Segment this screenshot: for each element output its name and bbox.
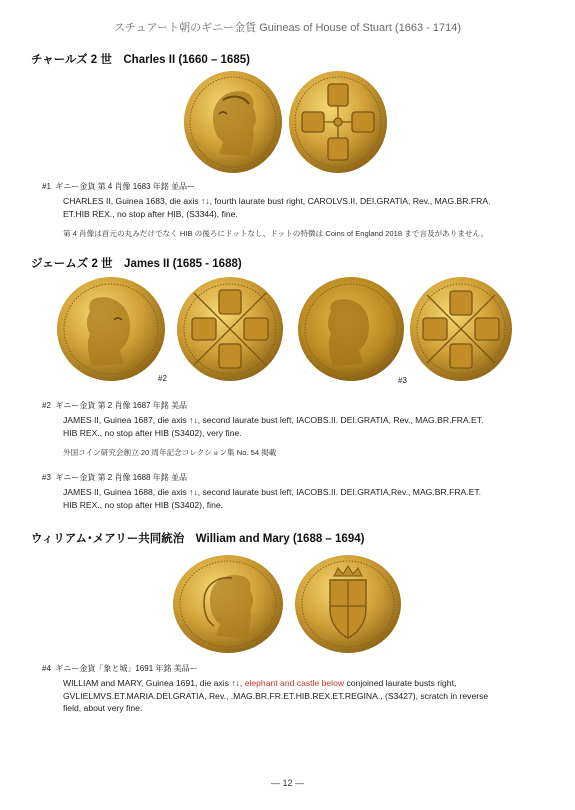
coin-3-obverse [297,276,405,382]
coin-2-reverse [176,276,284,382]
entry-number: #1 [42,182,51,191]
page-number: ― 12 ― [270,778,304,788]
entry-number: #2 [42,401,51,410]
section-title-charles-ii: チャールズ 2 世 Charles II (1660 – 1685) [31,54,250,66]
entry-1-heading [42,181,195,192]
section-title-william-and-mary: ウィリアム･メアリー共同統治 William and Mary (1688 – 1694) [31,533,365,545]
coin-label-3: #3 [398,376,407,385]
entry-line: HIB REX., no stop after HIB (S3402), fine. [63,499,224,510]
entry-line: JAMES II, Guinea 1688, die axis ↑↓, second laurate bust left, IACOBS.II. DEI.GRATIA,Rev., MAG.BR.FRA.ET. [63,487,482,497]
entry-line: GVLIELMVS.ET.MARIA.DEI.GRATIA, Rev., .MAG.BR.FR.ET.HIB.REX.ET.REGINA., (S3427), scratch in reverse [63,690,489,701]
entry-line: field, about very fine. [63,703,143,714]
entry-2-heading [42,400,187,411]
entry-title: ギニー金貨 第 2 肖像 1687 年銘 美品 [55,401,187,410]
entry-2-description [63,414,553,439]
entry-3-heading [42,472,187,483]
entry-1-note: 第 4 肖像は首元の丸みだけでなく HIB の後ろにドットなし、ドットの特徴は Coins of England 2018 まで言及がありません。 [63,229,489,238]
coin-label-2: #2 [158,374,167,383]
entry-line: JAMES II, Guinea 1687, die axis ↑↓, second laurate bust left, IACOBS.II. DEI.GRATIA, Rev., MAG.BR.FRA.ET. [63,415,484,425]
coin-2-obverse [56,276,166,382]
entry-line: ET.HIB REX., no stop after HIB, (S3344), fine. [63,208,238,219]
highlighted-variety-text: elephant and castle below [244,678,345,688]
coin-1-obverse [183,70,283,174]
entry-1-description [63,195,553,220]
section-title-james-ii: ジェームズ 2 世 James II (1685 - 1688) [31,258,242,270]
entry-4-description [63,677,553,715]
coin-3-reverse [409,276,513,382]
entry-text: WILLIAM and MARY, Guinea 1691, die axis ↑↓, [63,678,245,688]
entry-line [63,677,553,690]
entry-2-note: 外国コイン研究会創立 20 周年記念コレクション集 No. 54 掲載 [63,448,277,457]
coin-4-reverse [294,554,402,654]
entry-text: conjoined laurate busts right, [344,678,457,688]
page-title: スチュアート朝のギニー金貨 Guineas of House of Stuart (1663 - 1714) [114,22,461,34]
entry-number: #3 [42,473,51,482]
entry-number: #4 [42,664,51,673]
coin-1-reverse [288,70,388,174]
entry-title: ギニー金貨 第 4 肖像 1683 年銘 並品ー [55,182,195,191]
coin-4-obverse [172,554,284,654]
entry-4-heading [42,663,198,674]
entry-line: HIB REX., no stop after HIB (S3402), very fine. [63,427,242,438]
entry-title: ギニー金貨 第 2 肖像 1688 年銘 並品 [55,473,187,482]
entry-title: ギニー金貨「象と城」1691 年銘 美品ー [55,664,198,673]
entry-3-description [63,486,553,511]
entry-line: CHARLES II, Guinea 1683, die axis ↑↓, fourth laurate bust right, CAROLVS.II. DEI.GRATIA, Rev., MAG.BR.FRA. [63,196,491,206]
